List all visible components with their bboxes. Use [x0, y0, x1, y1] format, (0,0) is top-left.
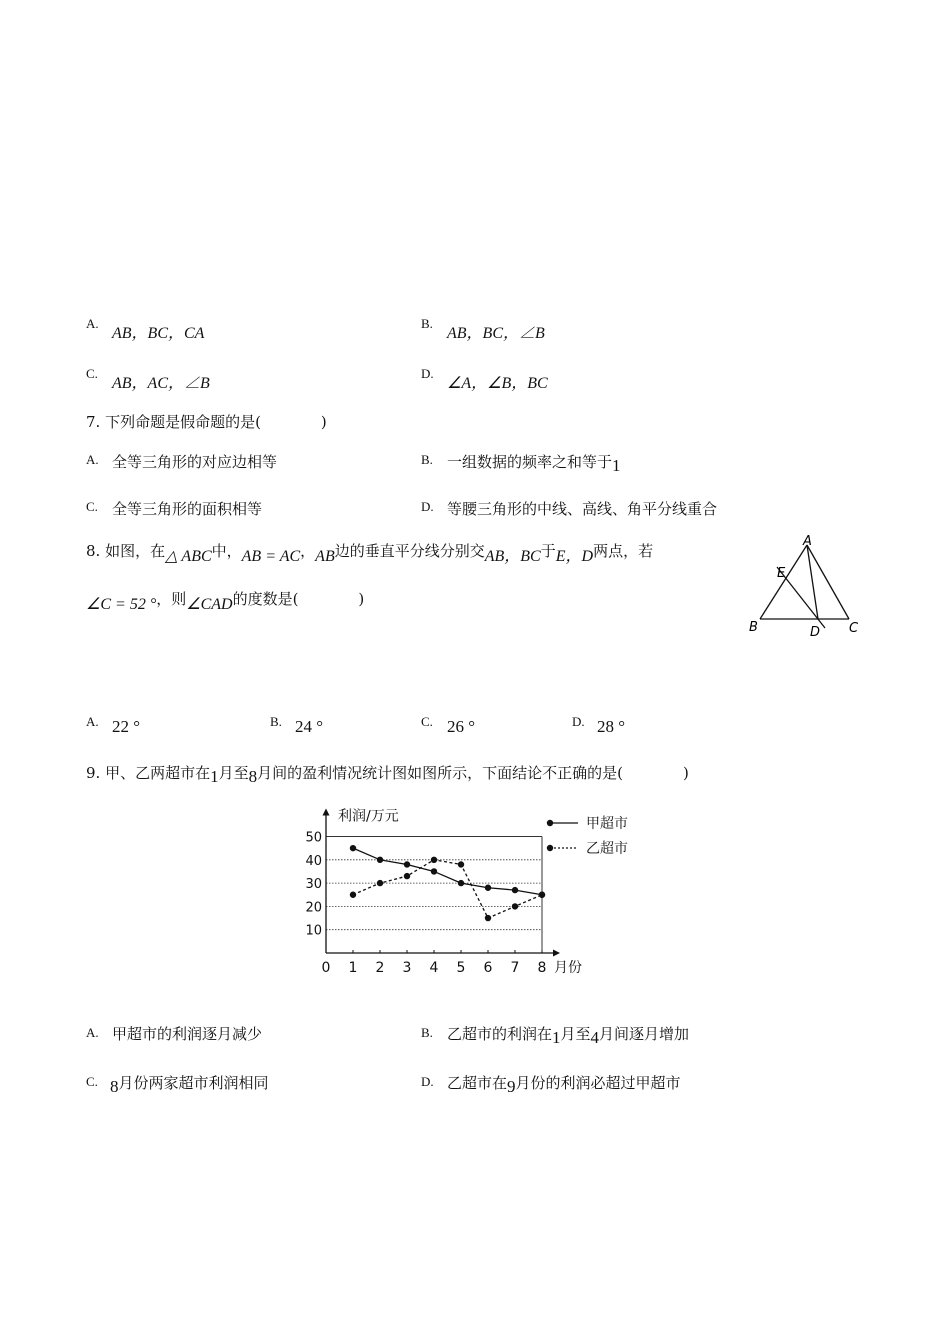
q9-n1: 1 [210, 767, 219, 786]
q9-p3: 月间的盈利情况统计图如图所示，下面结论不正确的是( ) [257, 764, 689, 782]
q9-c-n1: 8 [110, 1077, 119, 1096]
q8-option-a-text: 22 ° [112, 717, 141, 736]
chart-axes [305, 808, 582, 977]
q7-option-c-label: C. [86, 499, 98, 514]
x-axis-label: 月份 [554, 960, 582, 976]
series-2-point-2 [377, 880, 383, 886]
side-ab [760, 545, 807, 619]
series-2-point-5 [458, 861, 464, 867]
prev-option-b-text: AB，BC，∠B [447, 325, 545, 342]
q9-option-a-text: 甲超市的利润逐月减少 [112, 1025, 263, 1043]
y-tick-50: 50 [305, 830, 322, 846]
x-tick-2: 2 [375, 960, 385, 976]
x-tick-8: 8 [537, 960, 547, 976]
q9-option-d-text [447, 1072, 681, 1096]
q8-t7: ，则 [156, 590, 187, 608]
q8-m4: AB，BC [484, 548, 541, 565]
q8-option-d-label: D. [572, 714, 585, 729]
y-axis-arrow [323, 809, 330, 816]
q9-option-a-label: A. [86, 1025, 99, 1040]
prev-option-b-label: B. [421, 316, 433, 331]
series-2-point-6 [485, 915, 491, 921]
q8-stem-line2 [86, 588, 365, 613]
q7-option-c-text: 全等三角形的面积相等 [112, 500, 263, 518]
q9-b-t3: 月间逐月增加 [599, 1025, 690, 1043]
q9-p2: 月至 [218, 764, 249, 782]
q8-option-b-label: B. [270, 714, 282, 729]
q7-option-d-label: D. [421, 499, 434, 514]
series-2-point-7 [512, 903, 518, 909]
legend-label-2: 乙超市 [586, 841, 628, 857]
q9-profit-chart [300, 795, 660, 985]
q8-t2: 中， [211, 542, 242, 560]
y-tick-30: 30 [305, 877, 322, 893]
q9-stem [86, 762, 689, 786]
q8-triangle-figure [745, 535, 865, 640]
y-axis-label: 利润/万元 [338, 808, 399, 825]
x-tick-7: 7 [510, 960, 520, 976]
series-2-point-8 [539, 892, 545, 898]
q8-m3: AB [315, 548, 335, 565]
y-tick-20: 20 [305, 900, 322, 916]
series-1-point-5 [458, 880, 464, 886]
series-1-point-2 [377, 857, 383, 863]
q7-option-b-words: 一组数据的频率之和等于 [447, 453, 613, 471]
q8-t8: 的度数是( ) [232, 590, 365, 608]
point-b: B [749, 620, 758, 635]
q9-b-t1: 乙超市的利润在 [447, 1025, 553, 1043]
q9-d-t1: 乙超市在 [447, 1074, 508, 1092]
prev-option-a-text: AB，BC，CA [112, 325, 205, 342]
q8-t1: 如图，在 [105, 542, 166, 560]
q7-option-d-text: 等腰三角形的中线、高线、角平分线重合 [447, 500, 718, 518]
q7-option-a-text: 全等三角形的对应边相等 [112, 453, 278, 471]
q8-m5: E，D [555, 548, 594, 565]
y-tick-40: 40 [305, 853, 322, 869]
q8-t4: 边的垂直平分线分别交 [334, 542, 485, 560]
x-tick-3: 3 [402, 960, 412, 976]
point-a: A [803, 535, 812, 549]
q9-option-b-text [447, 1023, 690, 1047]
q8-option-c-text: 26 ° [447, 717, 476, 736]
q8-option-a-label: A. [86, 714, 99, 729]
q8-option-d-text: 28 ° [597, 717, 626, 736]
q8-t5: 于 [540, 542, 556, 560]
chart-grid [326, 837, 542, 954]
q8-option-b-text: 24 ° [295, 717, 324, 736]
q9-option-c-label: C. [86, 1074, 98, 1089]
q7-option-b-num: 1 [612, 456, 621, 475]
q9-b-t2: 月至 [560, 1025, 591, 1043]
series-1-point-3 [404, 861, 410, 867]
series-1-point-7 [512, 887, 518, 893]
q9-option-d-label: D. [421, 1074, 434, 1089]
q8-m2: AB = AC [241, 548, 301, 565]
point-c: C [849, 621, 859, 636]
q8-option-c-label: C. [421, 714, 433, 729]
prev-option-d-text: ∠A，∠B，BC [447, 375, 548, 392]
point-d: D [810, 625, 821, 640]
x-tick-1: 1 [348, 960, 358, 976]
q8-t6: 两点，若 [593, 542, 654, 560]
series-2-point-4 [431, 857, 437, 863]
q9-n2: 8 [248, 767, 258, 786]
series-2-point-3 [404, 873, 410, 879]
prev-option-a-label: A. [86, 316, 99, 331]
q9-b-n2: 4 [590, 1028, 600, 1047]
q7-stem: 7. 下列命题是假命题的是( ) [86, 413, 327, 431]
q8-t3: ， [300, 542, 316, 560]
q9-p1: 9. 甲、乙两超市在 [86, 764, 211, 782]
q9-option-c-text [110, 1072, 269, 1096]
series-1-point-6 [485, 885, 491, 891]
y-tick-10: 10 [305, 923, 322, 939]
legend-label-1: 甲超市 [586, 816, 628, 832]
q9-d-n1: 9 [507, 1077, 516, 1096]
series-2-point-1 [350, 892, 356, 898]
series-1-point-1 [350, 845, 356, 851]
q9-option-b-label: B. [421, 1025, 433, 1040]
q8-m1: △ ABC [165, 548, 212, 565]
prev-option-c-label: C. [86, 366, 98, 381]
q9-c-t1: 月份两家超市利润相同 [118, 1074, 269, 1092]
chart-legend [547, 815, 628, 857]
q9-d-t2: 月份的利润必超过甲超市 [515, 1074, 681, 1092]
point-e: E [777, 566, 786, 581]
q8-stem-line1 [86, 538, 654, 565]
q8-num: 8. [86, 542, 101, 560]
q8-m6: ∠C = 52 ° [86, 596, 157, 613]
prev-option-d-label: D. [421, 366, 434, 381]
q9-b-n1: 1 [552, 1028, 561, 1047]
q7-option-b-label: B. [421, 452, 433, 467]
prev-option-c-text: AB，AC，∠B [112, 375, 210, 392]
x-axis-arrow [553, 950, 560, 957]
series-1-point-4 [431, 868, 437, 874]
x-tick-0: 0 [321, 960, 331, 976]
side-ac [807, 545, 849, 619]
q7-option-a-label: A. [86, 452, 99, 467]
x-tick-6: 6 [483, 960, 493, 976]
x-tick-4: 4 [429, 960, 439, 976]
x-tick-5: 5 [456, 960, 466, 976]
q7-option-b-text [447, 451, 621, 475]
q8-m7: ∠CAD [186, 596, 233, 613]
